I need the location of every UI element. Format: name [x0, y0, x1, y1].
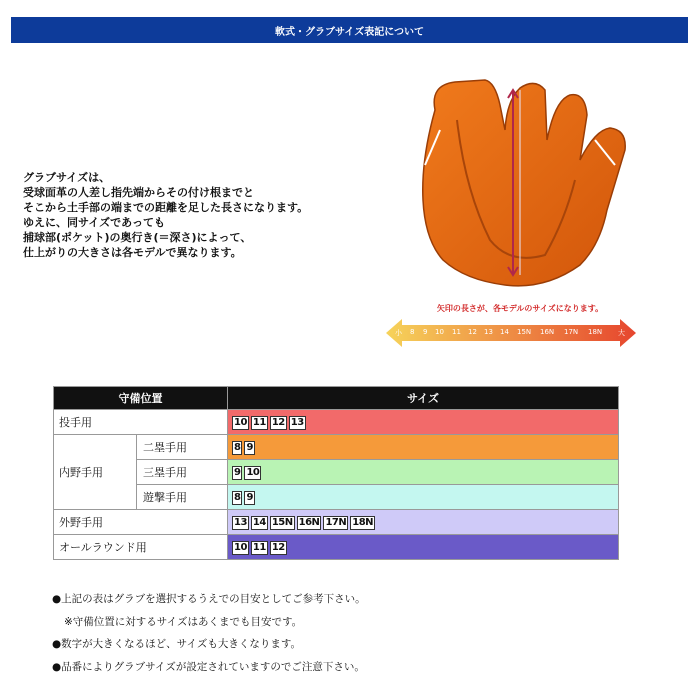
header-size: サイズ	[228, 387, 619, 410]
note-line: ●上記の表はグラブを選択するうえでの目安としてご参考下さい。	[52, 593, 366, 605]
section-header	[11, 17, 688, 43]
table-row	[54, 485, 619, 510]
scale-size-label: 8	[410, 328, 415, 336]
position-cell: 内野手用	[54, 435, 137, 510]
size-description	[23, 170, 383, 260]
scale-large-label: 大	[618, 329, 625, 337]
scale-size-label: 16N	[540, 328, 555, 336]
description-line: 捕球部(ポケット)の奥行き(＝深さ)によって、	[23, 231, 252, 244]
size-chip: 10	[234, 416, 247, 428]
arrow-caption: 矢印の長さが、各モデルのサイズになります。	[436, 304, 604, 313]
description-line: 仕上がりの大きさは各モデルで異なります。	[23, 246, 242, 259]
table-header-row	[54, 387, 619, 410]
size-chip: 12	[271, 541, 285, 553]
sub-position-cell: 二塁手用	[137, 435, 228, 460]
position-cell: 外野手用	[54, 510, 228, 535]
glove-image	[395, 70, 655, 300]
size-chip: 18N	[352, 516, 374, 528]
table-row	[54, 435, 619, 460]
scale-size-label: 14	[500, 328, 509, 336]
size-chip: 9	[246, 491, 253, 503]
description-line: グラブサイズは、	[23, 171, 111, 184]
size-cell	[228, 410, 619, 435]
size-chip: 10	[234, 541, 247, 553]
sub-position-cell: 三塁手用	[137, 460, 228, 485]
table-row	[54, 460, 619, 485]
sub-position-cell: 遊撃手用	[137, 485, 228, 510]
size-table	[53, 386, 619, 560]
size-chip: 10	[246, 466, 260, 478]
scale-small-label: 小	[395, 329, 402, 337]
scale-size-label: 10	[435, 328, 444, 336]
size-cell	[228, 460, 619, 485]
size-chip: 17N	[325, 516, 347, 528]
description-line: ゆえに、同サイズであっても	[23, 216, 166, 229]
scale-size-label: 12	[468, 328, 477, 336]
size-chip: 14	[252, 516, 266, 528]
position-cell: オールラウンド用	[54, 535, 228, 560]
size-cell	[228, 510, 619, 535]
scale-size-label: 17N	[564, 328, 579, 336]
size-scale-arrow	[386, 315, 636, 351]
table-row	[54, 410, 619, 435]
size-chip: 9	[246, 441, 253, 453]
scale-size-label: 18N	[588, 328, 603, 336]
size-chip: 8	[234, 441, 241, 453]
note-line: ●数字が大きくなるほど、サイズも大きくなります。	[52, 638, 301, 650]
notes	[52, 588, 366, 678]
table-row	[54, 510, 619, 535]
size-chip: 11	[252, 541, 266, 553]
description-line: 受球面革の人差し指先端からその付け根までと	[23, 186, 254, 199]
size-cell	[228, 535, 619, 560]
note-line: ●品番によりグラブサイズが設定されていますのでご注意下さい。	[52, 660, 365, 673]
size-chip: 16N	[298, 516, 320, 528]
size-cell	[228, 485, 619, 510]
size-chip: 9	[234, 466, 241, 478]
header-position: 守備位置	[54, 387, 228, 410]
size-chip: 12	[271, 416, 285, 428]
size-chip: 11	[252, 416, 266, 428]
section-title: 軟式・グラブサイズ表記について	[275, 26, 424, 38]
note-line: ※守備位置に対するサイズはあくまでも目安です。	[64, 615, 303, 628]
table-row	[54, 535, 619, 560]
description-line: そこから土手部の端までの距離を足した長さになります。	[23, 201, 309, 214]
scale-size-label: 9	[423, 328, 428, 336]
position-cell: 投手用	[54, 410, 228, 435]
scale-size-label: 13	[484, 328, 493, 336]
size-cell	[228, 435, 619, 460]
scale-size-label: 15N	[517, 328, 532, 336]
size-chip: 15N	[271, 516, 293, 528]
scale-size-label: 11	[452, 328, 461, 336]
size-chip: 13	[290, 416, 304, 428]
size-chip: 8	[234, 491, 241, 503]
size-chip: 13	[234, 516, 247, 528]
